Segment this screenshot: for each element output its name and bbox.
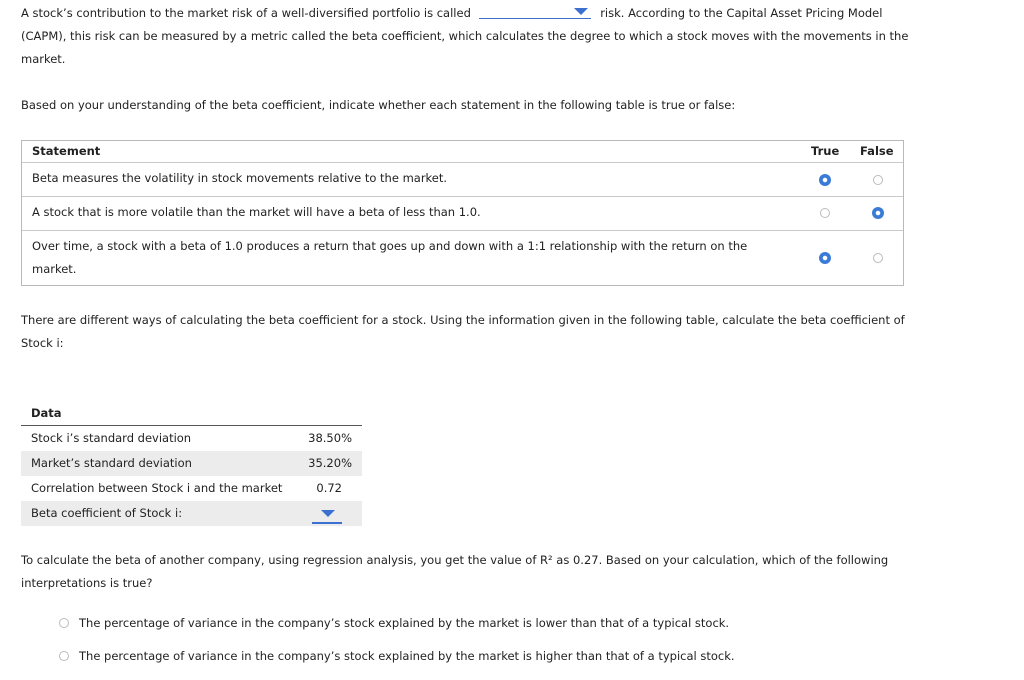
intro-text-before: A stock’s contribution to the market risk of a well-diversified portfolio is called	[21, 6, 471, 20]
risk-type-dropdown[interactable]	[479, 4, 591, 19]
data-label: Beta coefficient of Stock i:	[31, 506, 183, 520]
radio-false-row3[interactable]	[873, 253, 883, 263]
option-text: The percentage of variance in the company’s stock explained by the market is higher than that of a typical stock.	[79, 649, 735, 663]
table-row	[21, 426, 362, 451]
data-value: 38.50%	[308, 431, 352, 445]
instruction-text: Based on your understanding of the beta coefficient, indicate whether each statement in the following table is true or false:	[21, 98, 736, 112]
beta-answer-dropdown[interactable]	[312, 504, 342, 524]
statement-text: A stock that is more volatile than the market will have a beta of less than 1.0.	[32, 205, 481, 219]
chevron-down-icon	[321, 510, 335, 517]
option-text: The percentage of variance in the company’s stock explained by the market is lower than that of a typical stock.	[79, 616, 730, 630]
table-row	[22, 230, 903, 286]
radio-option-higher[interactable]	[59, 651, 69, 661]
statement-text: Over time, a stock with a beta of 1.0 produces a return that goes up and down with a 1:1 relationship with the return on the market.	[32, 239, 748, 276]
data-value: 0.72	[316, 481, 342, 495]
calc-prompt: There are different ways of calculating the beta coefficient for a stock. Using the information given in the following table, calculate the beta coefficient of Stock i:	[21, 313, 905, 350]
regression-prompt: To calculate the beta of another company, using regression analysis, you get the value of R² as 0.27. Based on your calculation, which of the following interpretations is true?	[21, 553, 889, 590]
option-lower[interactable]	[59, 614, 729, 632]
radio-false-row1[interactable]	[873, 175, 883, 185]
table-header-row	[22, 141, 903, 163]
radio-true-row3[interactable]	[819, 252, 831, 264]
option-higher[interactable]	[59, 647, 735, 665]
radio-true-row1[interactable]	[819, 174, 831, 186]
table-row	[21, 451, 362, 476]
statement-table	[21, 140, 904, 286]
data-title: Data	[31, 406, 62, 420]
table-row	[21, 501, 362, 526]
data-table-header	[21, 403, 362, 426]
table-row	[21, 476, 362, 501]
true-header: True	[811, 144, 840, 158]
data-label: Correlation between Stock i and the market	[31, 481, 283, 495]
radio-true-row2[interactable]	[820, 208, 830, 218]
radio-false-row2[interactable]	[872, 207, 884, 219]
statement-header: Statement	[32, 144, 101, 158]
chevron-down-icon	[574, 8, 588, 15]
statement-text: Beta measures the volatility in stock movements relative to the market.	[32, 171, 448, 185]
radio-option-lower[interactable]	[59, 618, 69, 628]
data-label: Market’s standard deviation	[31, 456, 192, 470]
data-label: Stock i’s standard deviation	[31, 431, 192, 445]
data-value: 35.20%	[308, 456, 352, 470]
intro-text-after: risk. According to the Capital Asset Pricing Model (CAPM), this risk can be measured by a metric called the beta coefficient, which calculates the degree to which a stock moves with the movements in the market.	[21, 6, 909, 66]
false-header: False	[860, 144, 894, 158]
table-row	[22, 196, 903, 231]
intro-paragraph	[21, 2, 911, 71]
table-row	[22, 162, 903, 197]
